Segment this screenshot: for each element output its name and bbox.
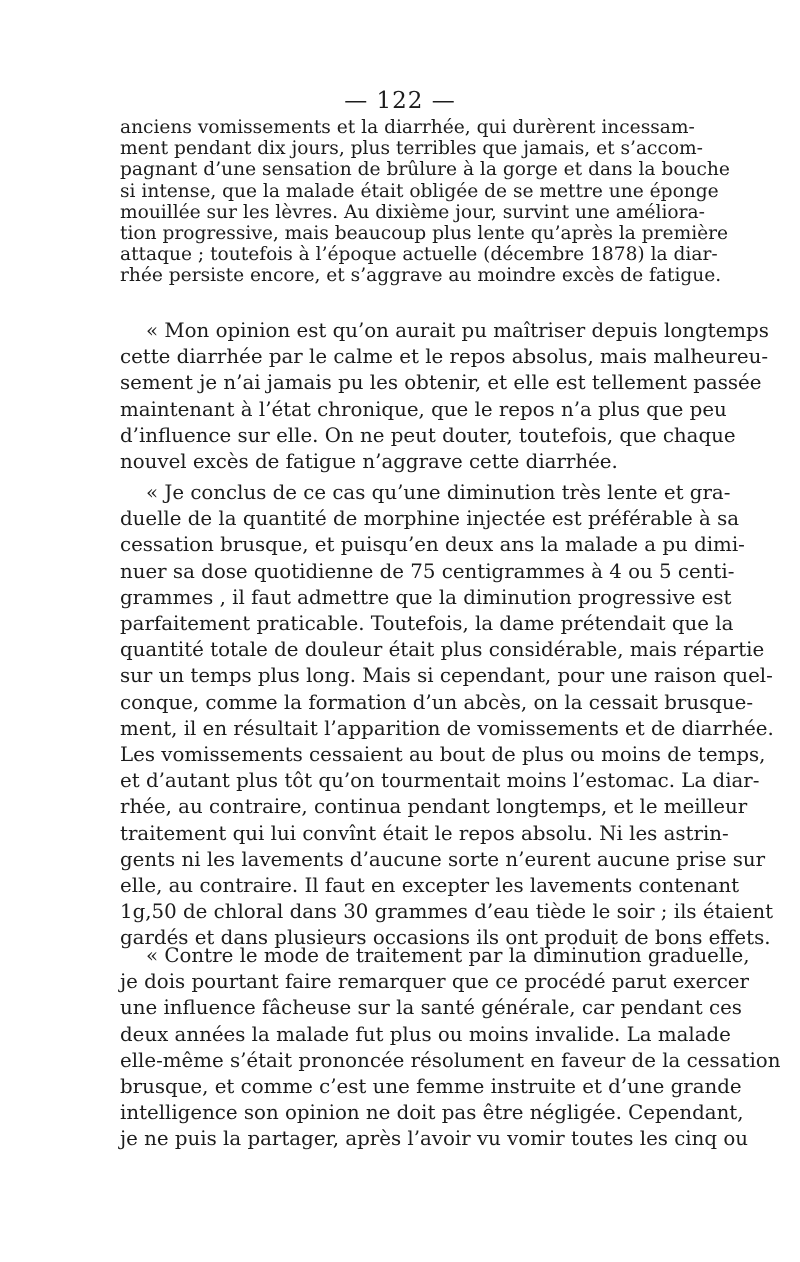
text-line: parfaitement praticable. Toutefois, la dame prétendait que la [120, 612, 734, 636]
text-line: duelle de la quantité de morphine injectée est préférable à sa [120, 507, 740, 531]
text-line: « Mon opinion est qu’on aurait pu maîtriser depuis longtemps [146, 319, 769, 342]
text-line: maintenant à l’état chronique, que le repos n’a plus que peu [120, 397, 727, 421]
text-line: attaque ; toutefois à l’époque actuelle (décembre 1878) la diar- [120, 244, 718, 266]
paragraph-1 [120, 117, 730, 287]
text-line: grammes , il faut admettre que la diminution progressive est [120, 585, 732, 609]
page-number: — 122 — [344, 88, 456, 114]
text-line: nouvel excès de fatigue n’aggrave cette diarrhée. [120, 450, 618, 474]
paragraph-4 [120, 943, 781, 1153]
text-line: rhée persiste encore, et s’aggrave au moindre excès de fatigue. [120, 265, 722, 287]
text-line: pagnant d’une sensation de brûlure à la gorge et dans la bouche [120, 159, 730, 181]
text-line: elle, au contraire. Il faut en excepter les lavements contenant [120, 874, 740, 898]
text-line: conque, comme la formation d’un abcès, on la cessait brusque- [120, 690, 754, 714]
text-line: gents ni les lavements d’aucune sorte n’eurent aucune prise sur [120, 847, 766, 871]
text-line: je ne puis la partager, après l’avoir vu vomir toutes les cinq ou [120, 1127, 748, 1151]
text-line: « Je conclus de ce cas qu’une diminution très lente et gra- [146, 481, 731, 504]
text-line: anciens vomissements et la diarrhée, qui durèrent incessam- [120, 117, 695, 138]
text-line: si intense, que la malade était obligée de se mettre une éponge [120, 180, 719, 202]
text-line: ment, il en résultait l’apparition de vomissements et de diarrhée. [120, 716, 774, 740]
text-line: rhée, au contraire, continua pendant longtemps, et le meilleur [120, 795, 748, 819]
text-line: d’influence sur elle. On ne peut douter, toutefois, que chaque [120, 423, 736, 447]
text-line: 1g,50 de chloral dans 30 grammes d’eau tiède le soir ; ils étaient [120, 900, 774, 924]
paragraph-3 [120, 480, 774, 952]
text-line: intelligence son opinion ne doit pas être négligée. Cependant, [120, 1101, 744, 1125]
text-line: une influence fâcheuse sur la santé générale, car pendant ces [120, 996, 742, 1020]
text-line: brusque, et comme c’est une femme instruite et d’une grande [120, 1075, 742, 1099]
text-line: « Contre le mode de traitement par la diminution graduelle, [146, 944, 750, 967]
text-line: quantité totale de douleur était plus considérable, mais répartie [120, 638, 765, 662]
text-line: cessation brusque, et puisqu’en deux ans la malade a pu dimi- [120, 533, 745, 557]
text-line: sur un temps plus long. Mais si cependant, pour une raison quel- [120, 664, 773, 688]
text-line: sement je n’ai jamais pu les obtenir, et elle est tellement passée [120, 371, 762, 395]
text-line: deux années la malade fut plus ou moins invalide. La malade [120, 1022, 731, 1046]
text-line: traitement qui lui convînt était le repos absolu. Ni les astrin- [120, 821, 729, 845]
text-line: je dois pourtant faire remarquer que ce procédé parut exercer [120, 970, 749, 994]
paragraph-2 [120, 318, 769, 475]
text-line: cette diarrhée par le calme et le repos absolus, mais malheureu- [120, 345, 769, 369]
text-line: elle-même s’était prononcée résolument en faveur de la cessation [120, 1048, 781, 1072]
text-line: mouillée sur les lèvres. Au dixième jour, survint une améliora- [120, 201, 705, 223]
text-line: et d’autant plus tôt qu’on tourmentait moins l’estomac. La diar- [120, 769, 760, 793]
text-line: nuer sa dose quotidienne de 75 centigrammes à 4 ou 5 centi- [120, 559, 735, 583]
text-line: Les vomissements cessaient au bout de plus ou moins de temps, [120, 743, 766, 767]
text-line: ment pendant dix jours, plus terribles que jamais, et s’accom- [120, 138, 703, 160]
text-line: gardés et dans plusieurs occasions ils ont produit de bons effets. [120, 926, 771, 950]
text-line: tion progressive, mais beaucoup plus lente qu’après la première [120, 223, 729, 245]
